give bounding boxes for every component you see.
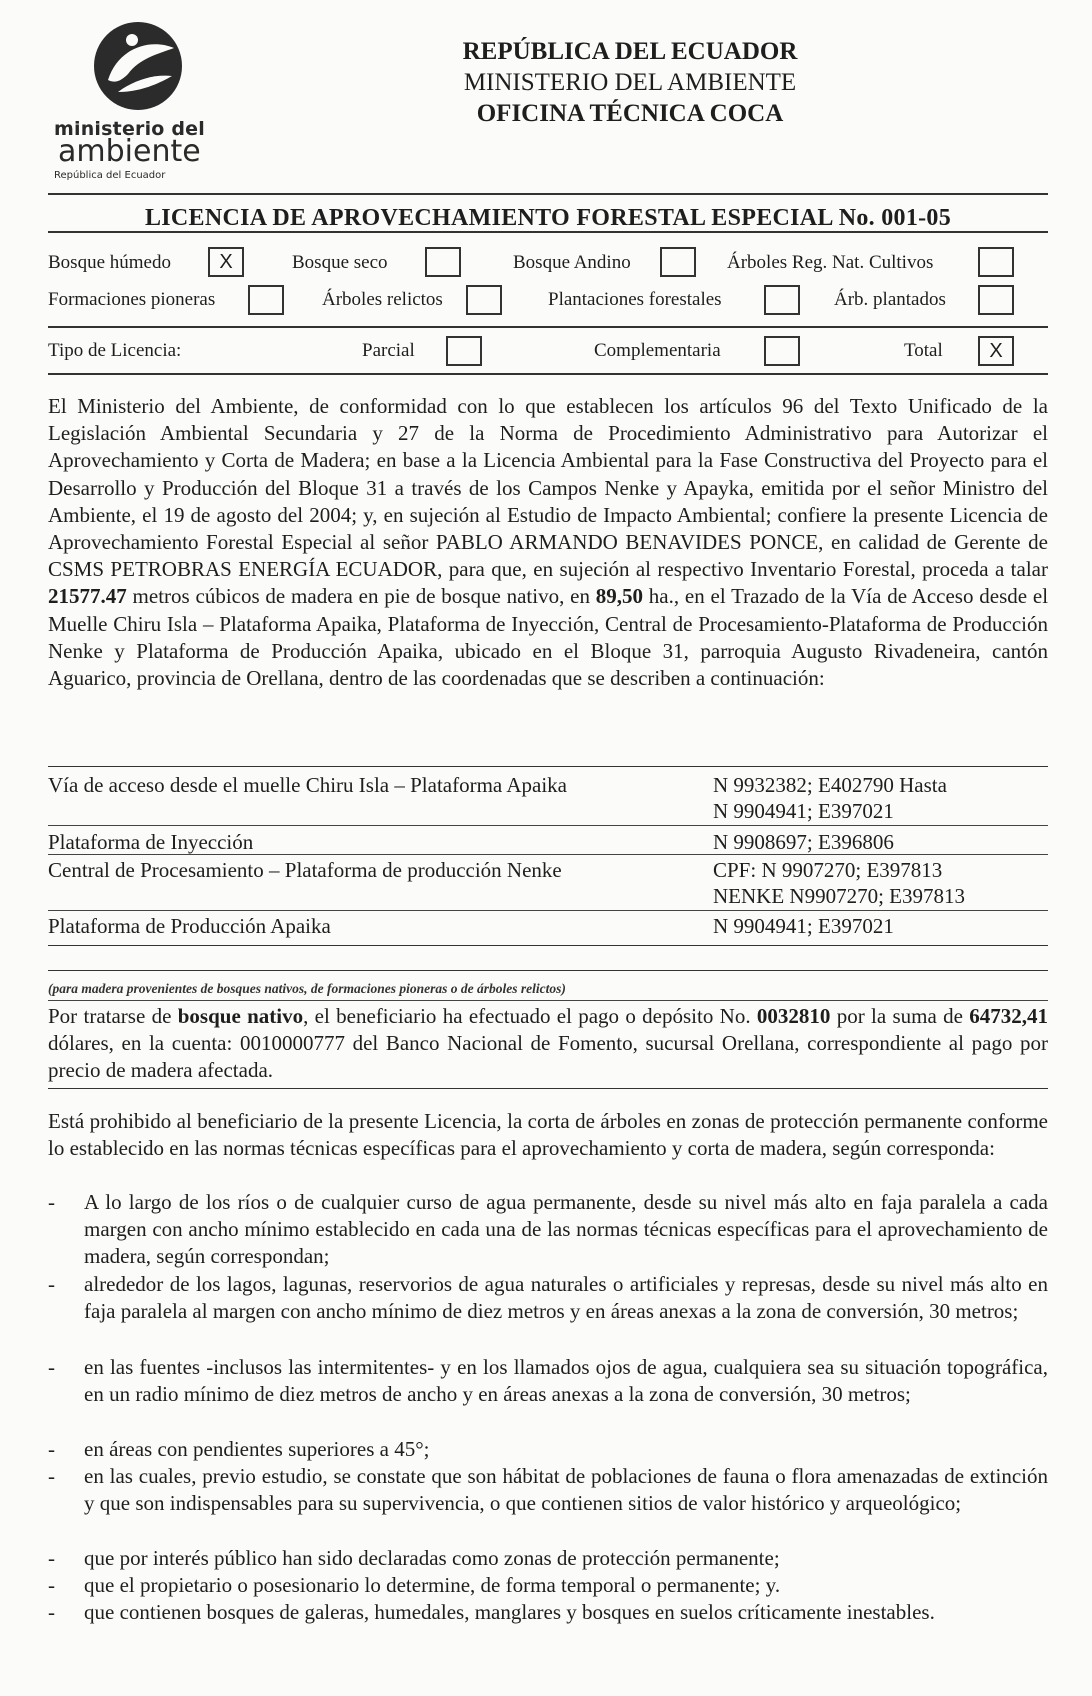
header-republic: REPÚBLICA DEL ECUADOR — [462, 38, 798, 65]
payment-text: dólares, en la cuenta: 0010000777 del Banco Nacional de Fomento, sucursal Orellana, correspondiente al pago por precio de madera afectada. — [48, 1031, 1048, 1083]
forest-type-label: Plantaciones forestales — [548, 289, 722, 310]
payment-text: por la suma de — [836, 1004, 963, 1028]
list-dash: - — [48, 1437, 55, 1461]
divider — [48, 910, 1048, 911]
ministry-emblem-icon — [88, 18, 188, 114]
coordinate-place: Central de Procesamiento – Plataforma de producción Nenke — [48, 858, 562, 882]
list-dash: - — [48, 1600, 55, 1624]
divider — [48, 1000, 1048, 1001]
logo-line-2: ambiente — [58, 134, 201, 169]
paragraph-rest: ha., en el Trazado de la Vía de Acceso desde el Muelle Chiru Isla – Plataforma Apaika, Plataforma de Inyección, Central de Procesamiento-Plataforma de Producción Nenke y Plataforma de Producción Apaika, ubicado en el Bloque 31, parroquia Augusto Rivadeneira, cantón Aguarico, provincia de Orellana, dentro de las coordenadas que se describen a continuación: — [48, 584, 1049, 691]
list-item-text: que el propietario o posesionario lo determine, de forma temporal o permanente; y. — [84, 1573, 781, 1597]
forest-type-label: Bosque Andino — [513, 252, 631, 273]
coordinate-line: N 9904941; E397021 — [713, 914, 894, 938]
list-item-text: A lo largo de los ríos o de cualquier curso de agua permanente, desde su nivel más alto en faja paralela a cada margen con ancho mínimo establecido en cada una de las normas técnicas específicas para el aprovechamiento de madera, según correspondan; — [84, 1190, 1048, 1269]
payment-paragraph — [48, 1003, 1048, 1085]
license-paragraph — [48, 393, 1048, 692]
forest-type-label: Árboles relictos — [322, 289, 443, 310]
forest-type-checkbox[interactable] — [248, 285, 284, 315]
license-type-checkbox[interactable] — [446, 336, 482, 366]
coordinate-values — [713, 772, 1048, 824]
document-header — [420, 36, 840, 129]
license-type-option: Complementaria — [594, 340, 721, 361]
divider — [48, 231, 1048, 233]
list-item-text: en áreas con pendientes superiores a 45°; — [84, 1437, 430, 1461]
divider — [48, 970, 1048, 971]
forest-type-checkbox[interactable] — [978, 247, 1014, 277]
forest-type-checkbox[interactable] — [660, 247, 696, 277]
forest-type-checkbox[interactable] — [425, 247, 461, 277]
coordinate-place: Vía de acceso desde el muelle Chiru Isla – Plataforma Apaika — [48, 773, 567, 797]
list-item-text: en las fuentes -inclusos las intermitentes- y en los llamados ojos de agua, cualquiera sea su situación topográfica, en un radio mínimo de diez metros de ancho y en áreas anexas a la zona de conversión, 30 metros; — [84, 1355, 1048, 1407]
divider — [48, 854, 1048, 855]
coordinate-line: N 9904941; E397021 — [713, 799, 894, 823]
ministry-logo — [48, 18, 248, 181]
forest-type-checkbox[interactable] — [466, 285, 502, 315]
divider — [48, 326, 1048, 328]
header-office: OFICINA TÉCNICA COCA — [476, 100, 784, 127]
forest-type-label: Árb. plantados — [834, 289, 946, 310]
forest-type-checkbox[interactable] — [764, 285, 800, 315]
license-type-option: Total — [904, 340, 943, 361]
coordinate-line: N 9932382; E402790 Hasta — [713, 773, 947, 797]
license-type-checkbox[interactable] — [764, 336, 800, 366]
divider — [48, 373, 1048, 375]
paragraph-mid: metros cúbicos de madera en pie de bosque nativo, en — [132, 584, 590, 609]
coordinate-line: N 9908697; E396806 — [713, 830, 894, 854]
coordinate-values — [713, 913, 1048, 939]
license-type-label: Tipo de Licencia: — [48, 340, 182, 361]
list-dash: - — [48, 1546, 55, 1570]
license-title: LICENCIA DE APROVECHAMIENTO FORESTAL ESPECIAL No. 001-05 — [144, 205, 952, 231]
list-item-text: que contienen bosques de galeras, humedales, manglares y bosques en suelos críticamente inestables. — [84, 1600, 935, 1624]
divider — [48, 766, 1048, 767]
coordinate-line: CPF: N 9907270; E397813 — [713, 858, 943, 882]
coordinate-line: NENKE N9907270; E397813 — [713, 884, 965, 908]
forest-kind: bosque nativo — [177, 1004, 304, 1028]
divider — [48, 193, 1048, 195]
forest-type-checkbox[interactable] — [978, 285, 1014, 315]
payment-text: , el beneficiario ha efectuado el pago o depósito No. — [303, 1004, 751, 1028]
paragraph-intro: El Ministerio del Ambiente, de conformidad con lo que establecen los artículos 96 del Texto Unificado de la Legislación Ambiental Secundaria y 27 de la Norma de Procedimiento Administrativo para Autorizar el Aprovechamiento y Corta de Madera; en base a la Licencia Ambiental para la Fase Constructiva del Proyecto para el Desarrollo y Producción del Bloque 31 a través de los Campos Nenke y Apayka, emitida por el señor Ministro del Ambiente, el 19 de agosto del 2004; y, en sujeción al Estudio de Impacto Ambiental; confiere la presente Licencia de Aprovechamiento Forestal Especial al señor PABLO ARMANDO BENAVIDES PONCE, en calidad de Gerente de CSMS PETROBRAS ENERGÍA ECUADOR, para que, en sujeción al respectivo Inventario Forestal, proceda a talar — [48, 394, 1048, 582]
divider — [48, 945, 1048, 946]
deposit-number: 0032810 — [756, 1004, 831, 1028]
license-type-checkbox[interactable]: X — [978, 336, 1014, 366]
list-dash: - — [48, 1190, 55, 1214]
list-dash: - — [48, 1573, 55, 1597]
logo-line-1: ministerio del — [54, 118, 205, 140]
prohibition-intro: Está prohibido al beneficiario de la presente Licencia, la corta de árboles en zonas de protección permanente conforme lo establecido en las normas técnicas específicas para el aprovechamiento y corta de madera, según corresponda: — [48, 1109, 1048, 1161]
forest-area: 89,50 — [595, 584, 643, 609]
list-dash: - — [48, 1464, 55, 1488]
forest-type-label: Árboles Reg. Nat. Cultivos — [727, 252, 934, 273]
coordinate-place: Plataforma de Inyección — [48, 830, 254, 854]
list-item-text: alrededor de los lagos, lagunas, reservorios de agua naturales o artificiales y represas, desde su nivel más alto en faja paralela al margen con ancho mínimo de diez metros y en áreas anexas a la zona de conversión, 30 metros; — [84, 1272, 1048, 1324]
list-item-text: en las cuales, previo estudio, se constate que son hábitat de poblaciones de fauna o flora amenazadas de extinción y que son indispensables para su supervivencia, o que contienen sitios de valor histórico y arqueológico; — [84, 1464, 1048, 1516]
list-item-text: que por interés público han sido declaradas como zonas de protección permanente; — [84, 1546, 780, 1570]
forest-type-label: Bosque seco — [292, 252, 388, 273]
forest-type-label: Formaciones pioneras — [48, 289, 216, 310]
list-dash: - — [48, 1355, 55, 1379]
header-ministry: MINISTERIO DEL AMBIENTE — [463, 69, 797, 96]
divider — [48, 1088, 1048, 1089]
list-dash: - — [48, 1272, 55, 1296]
license-type-option: Parcial — [362, 340, 415, 361]
coordinate-place: Plataforma de Producción Apaika — [48, 914, 331, 938]
forest-type-label: Bosque húmedo — [48, 252, 171, 273]
payment-text: Por tratarse de — [48, 1004, 172, 1028]
coordinate-values — [713, 829, 1048, 855]
payment-amount: 64732,41 — [969, 1004, 1048, 1028]
forest-type-checkbox[interactable]: X — [208, 247, 244, 277]
divider — [48, 825, 1048, 826]
timber-origin-note: (para madera provenientes de bosques nativos, de formaciones pioneras o de árboles relictos) — [48, 981, 566, 996]
timber-volume: 21577.47 — [48, 584, 127, 609]
coordinate-values — [713, 857, 1048, 909]
logo-line-3: República del Ecuador — [54, 170, 166, 181]
